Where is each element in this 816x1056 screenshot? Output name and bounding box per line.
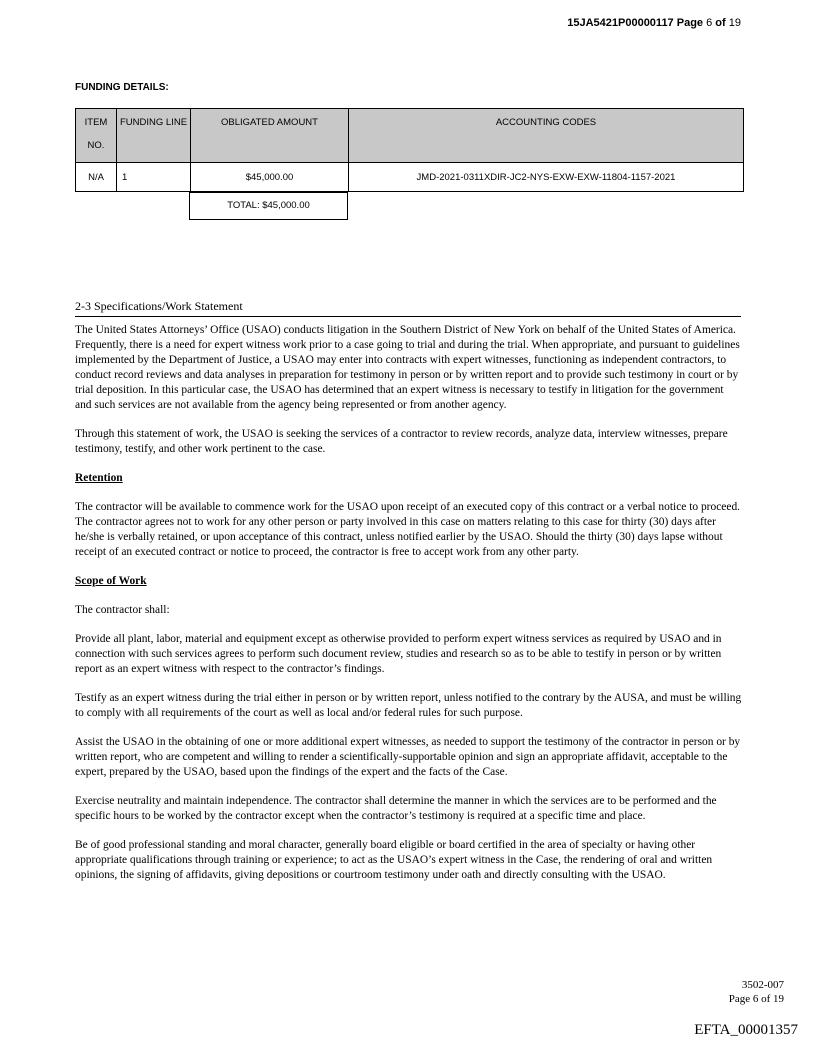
page-label: Page [676,17,704,29]
paragraph-testify: Testify as an expert witness during the trial either in person or by written report, unless notified to the contrary by the AUSA, and must be willing to comply with all requirements of the court as well as local and/or federal rules for such purpose. [75,692,742,719]
funding-details-title: FUNDING DETAILS: [75,82,169,93]
scope-heading: Scope of Work [75,575,147,587]
document-id: EFTA_00001357 [694,1022,798,1038]
form-code: 3502-007 [741,979,784,991]
page-total: 19 [728,17,741,29]
cell-accounting-code: JMD-2021-0311XDIR-JC2-NYS-EXW-EXW-11804-1157-2021 [349,163,744,192]
total-amount: TOTAL: $45,000.00 [189,192,348,220]
col-item-label: ITEM [84,117,108,128]
cell-item: N/A [76,163,117,192]
page-header [567,17,741,29]
section-body [75,323,742,897]
cell-amount: $45,000.00 [191,163,349,192]
funding-table [75,108,744,192]
paragraph-retention: The contractor will be available to commence work for the USAO upon receipt of an executed copy of this contract or a verbal notice to proceed. The contractor agrees not to work for any other person or party involved in this case on matters relating to this case for thirty (30) days after he/she is verbally retained, or upon acceptance of this contract, unless notified earlier by the USAO. Should the thirty (30) days lapse without receipt of an executed contract or notice to proceed, the contractor is free to accept work from any other party. [75,501,741,558]
of-label: of [715,17,726,29]
paragraph-intro: The United States Attorneys’ Office (USAO) conducts litigation in the Southern District of New York on behalf of the United States of America. Frequently, there is a need for expert witness work prior to a case going to trial and during the trial. When appropriate, and pursuant to guidelines implemented by the Department of Justice, a USAO may enter into contracts with expert witnesses, functioning as independent contractors, to conduct record reviews and data analyses in preparation for testimony in person or by written report and to provide such testimony in court or by trial deposition. In this particular case, the USAO has determined that an expert witness is necessary to testify in litigation for the government and such services are not available from the agency being represented or from another agency. [75,324,740,411]
paragraph-contractor-shall: The contractor shall: [75,604,170,616]
cell-funding-line: 1 [117,163,191,192]
contract-number: 15JA5421P00000117 [567,17,674,29]
paragraph-standing: Be of good professional standing and moral character, generally board eligible or board certified in the area of specialty or having other appropriate qualifications through training or experience; to act as the USAO’s expert witness in the Case, the rendering of oral and written opinions, the signing of affidavits, giving depositions or courtroom testimony under oath and directly consulting with the USAO. [75,839,713,881]
col-accounting-codes: ACCOUNTING CODES [349,109,744,163]
retention-heading: Retention [75,472,123,484]
paragraph-statement: Through this statement of work, the USAO is seeking the services of a contractor to review records, analyze data, interview witnesses, prepare testimony, testify, and other work pertinent to the case. [75,428,728,455]
col-item-no-label: NO. [87,140,105,151]
page-footer [729,978,784,1006]
funding-table-header [76,109,744,163]
section-title: 2-3 Specifications/Work Statement [75,299,741,317]
col-item [76,109,117,163]
table-row [76,163,744,192]
footer-page-number: Page 6 of 19 [728,993,784,1005]
paragraph-provide: Provide all plant, labor, material and equipment except as otherwise provided to perform expert witness services as required by USAO and in connection with such services agrees to perform such document review, studies and research so as to be able to testify in person or by written report as an expert witness with respect to the contractor’s findings. [75,633,722,675]
paragraph-assist: Assist the USAO in the obtaining of one or more additional expert witnesses, as needed to support the testimony of the contractor in person or by written report, who are competent and willing to render a scientifically-supportable opinion and sign an appropriate affidavit, acceptable to the expert, prepared by the USAO, based upon the findings of the expert and the facts of the Case. [75,736,741,778]
page-number: 6 [706,17,713,29]
col-funding-line: FUNDING LINE [117,109,191,163]
paragraph-neutrality: Exercise neutrality and maintain independence. The contractor shall determine the manner in which the services are to be performed and the specific hours to be worked by the contractor except when the contractor’s testimony is required at a specific time and place. [75,795,717,822]
col-obligated-amount: OBLIGATED AMOUNT [191,109,349,163]
